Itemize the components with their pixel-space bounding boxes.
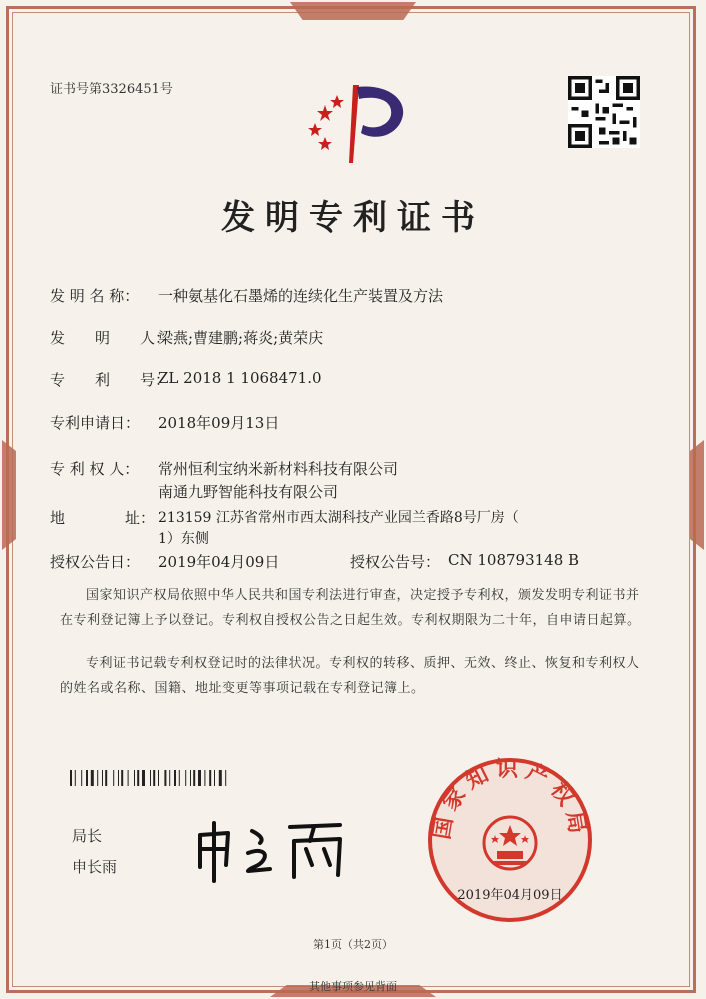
barcode bbox=[70, 770, 268, 786]
patent-number: ZL 2018 1 1068471.0 bbox=[158, 369, 322, 387]
inventors: 梁燕;曹建鹏;蒋炎;黄荣庆 bbox=[158, 329, 324, 347]
grant-statement-paragraph: 国家知识产权局依照中华人民共和国专利法进行审查，决定授予专利权，颁发发明专利证书并在专利登记簿上予以登记。专利权自授权公告之日起生效。专利权期限为二十年，自申请日起算。 bbox=[60, 588, 641, 628]
frame-ornament-right bbox=[690, 440, 704, 550]
frame-ornament-left bbox=[2, 440, 16, 550]
handwritten-signature bbox=[190, 805, 360, 885]
signatory-name: 申长雨 bbox=[72, 858, 118, 876]
cnipa-logo bbox=[295, 75, 415, 165]
address-line-2: 1）东侧 bbox=[158, 531, 209, 547]
address-label: 地 址： bbox=[50, 509, 156, 527]
grant-number-label: 授权公告号： bbox=[350, 553, 441, 571]
certificate-title: 发明专利证书 bbox=[221, 198, 485, 238]
address-line-1: 213159 江苏省常州市西太湖科技产业园兰香路8号厂房（ bbox=[158, 510, 519, 526]
invention-name: 一种氨基化石墨烯的连续化生产装置及方法 bbox=[158, 287, 444, 305]
seal-text: 国家知识产权局 bbox=[429, 757, 591, 842]
legal-status-paragraph: 专利证书记载专利权登记时的法律状况。专利权的转移、质押、无效、终止、恢复和专利权人的姓名或名称、国籍、地址变更等事项记载在专利登记簿上。 bbox=[60, 656, 640, 696]
invention-name-label: 发 明 名 称： bbox=[50, 287, 140, 305]
patentee-2: 南通九野智能科技有限公司 bbox=[158, 483, 339, 501]
certificate-number: 证书号第3326451号 bbox=[50, 82, 173, 97]
patentee-label: 专 利 权 人： bbox=[50, 460, 140, 478]
frame-ornament-top bbox=[290, 2, 416, 20]
footer-note: 其他事项参见背面 bbox=[309, 980, 397, 993]
seal-date: 2019年04月09日 bbox=[457, 888, 563, 903]
filing-date-label: 专利申请日： bbox=[50, 414, 141, 432]
page-number: 第1页（共2页） bbox=[313, 938, 393, 951]
filing-date: 2018年09月13日 bbox=[158, 414, 280, 432]
grant-date: 2019年04月09日 bbox=[158, 553, 280, 571]
qr-code bbox=[568, 76, 640, 148]
signatory-title: 局长 bbox=[72, 827, 103, 845]
patentee-1: 常州恒利宝纳米新材料科技有限公司 bbox=[158, 460, 399, 478]
grant-date-label: 授权公告日： bbox=[50, 553, 141, 571]
inventor-label: 发 明 人： bbox=[50, 329, 171, 347]
grant-number: CN 108793148 B bbox=[448, 551, 580, 569]
patent-number-label: 专 利 号： bbox=[50, 371, 171, 389]
